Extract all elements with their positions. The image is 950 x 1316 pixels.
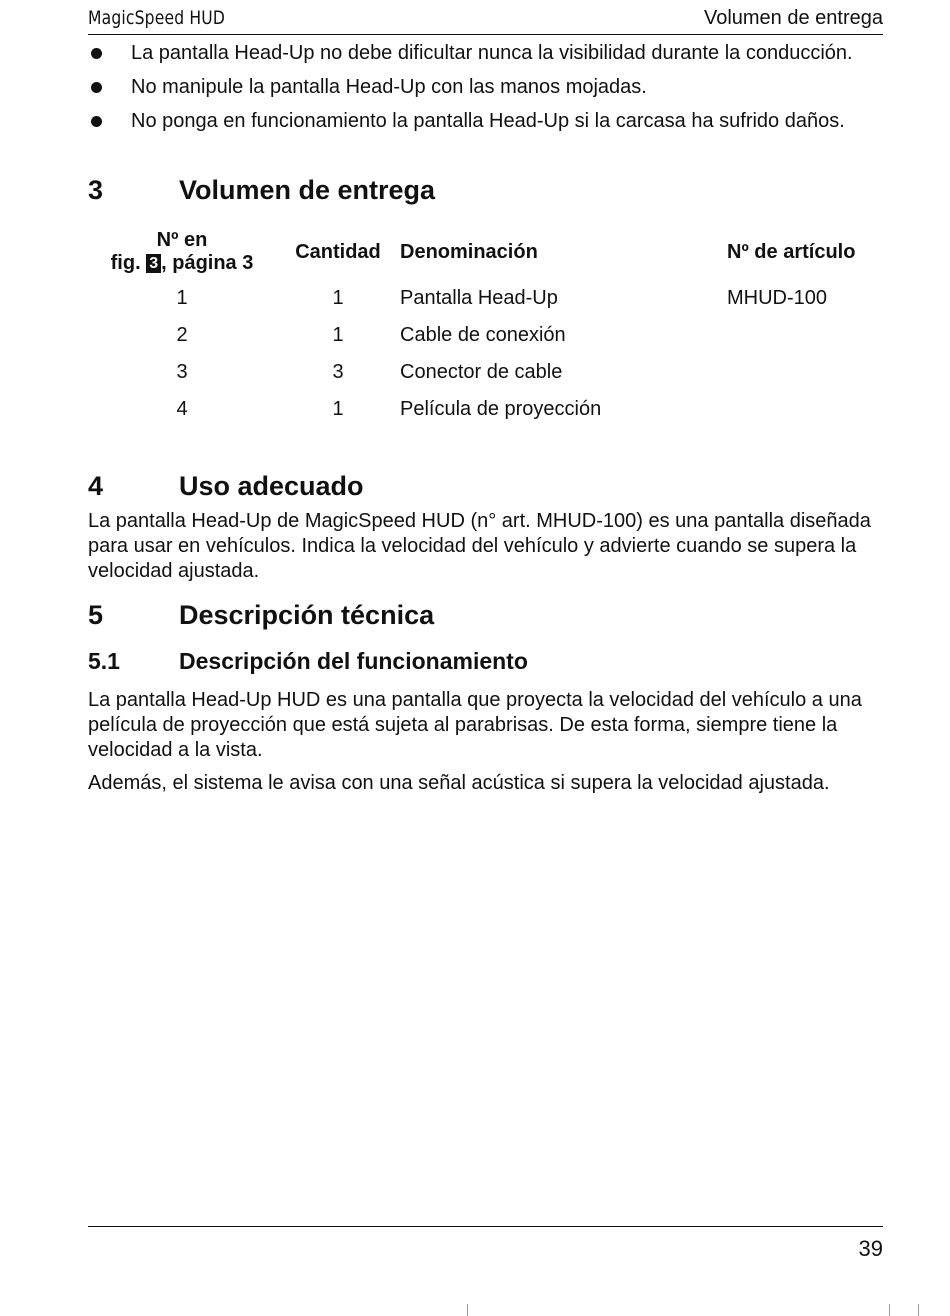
page-number: 39 [858,1236,883,1261]
cell-article: MHUD-100 [727,287,828,309]
section-number: 5.1 [88,648,120,674]
figure-number-badge: 3 [146,254,161,273]
header-section-title: Volumen de entrega [703,7,883,29]
cell-name: Cable de conexión [400,324,566,346]
section-number: 4 [88,471,104,501]
section-title: Descripción técnica [179,600,435,630]
section-title: Uso adecuado [179,471,364,501]
cell-quantity: 1 [332,324,344,346]
col-header-position-line1: Nº en [156,229,208,251]
col-header-article: Nº de artículo [727,240,856,263]
cell-article [727,317,897,354]
delivery-table [88,224,897,428]
col-header-quantity: Cantidad [295,240,381,263]
table-header-row [88,224,897,280]
cell-position: 2 [176,324,188,346]
header-brand: MagicSpeed HUD [88,7,225,29]
cell-quantity: 1 [332,287,344,309]
cell-position: 4 [176,398,188,420]
cell-name: Película de proyección [400,398,602,420]
footer-rule [88,1226,883,1227]
col-header-name: Denominación [400,240,538,263]
cell-quantity: 1 [332,398,344,420]
warning-item [88,75,888,100]
section-title: Descripción del funcionamiento [179,648,528,674]
warning-list [88,41,888,143]
bullet-icon [91,116,102,127]
table-row [88,280,897,317]
warning-text: La pantalla Head-Up no debe dificultar nunca la visibilidad durante la conducción. [131,42,853,64]
col-header-position [88,224,276,280]
col-header-position-line2 [88,252,276,275]
cell-position: 1 [176,287,188,309]
fig-prefix: fig. [110,252,141,274]
cell-article [727,391,897,428]
crop-mark [889,1304,890,1316]
table-row [88,391,897,428]
warning-item [88,41,888,66]
section-number: 3 [88,175,104,205]
section-5-1-paragraph-2: Además, el sistema le avisa con una señal acústica si supera la velocidad ajustada. [88,772,830,794]
fig-page-ref: , página 3 [161,252,254,274]
section-5-1-paragraph-1: La pantalla Head-Up HUD es una pantalla que proyecta la velocidad del vehículo a una película de proyección que está sujeta al parabrisas. De esta forma, siempre tiene la velocidad a la vista. [88,689,862,761]
warning-text: No manipule la pantalla Head-Up con las manos mojadas. [131,76,647,98]
section-title: Volumen de entrega [179,175,436,205]
warning-item [88,109,888,134]
table-row [88,317,897,354]
cell-quantity: 3 [332,361,344,383]
cell-article [727,354,897,391]
warning-text: No ponga en funcionamiento la pantalla Head-Up si la carcasa ha sufrido daños. [131,110,845,132]
cell-name: Conector de cable [400,361,563,383]
crop-mark [467,1304,468,1316]
bullet-icon [91,48,102,59]
bullet-icon [91,82,102,93]
table-row [88,354,897,391]
cell-name: Pantalla Head-Up [400,287,558,309]
section-4-body: La pantalla Head-Up de MagicSpeed HUD (n° art. MHUD-100) es una pantalla diseñada para usar en vehículos. Indica la velocidad del vehículo y advierte cuando se supera la velocidad ajustada. [88,510,871,582]
section-number: 5 [88,600,104,630]
header-rule [88,34,883,35]
crop-mark [918,1304,919,1316]
cell-position: 3 [176,361,188,383]
